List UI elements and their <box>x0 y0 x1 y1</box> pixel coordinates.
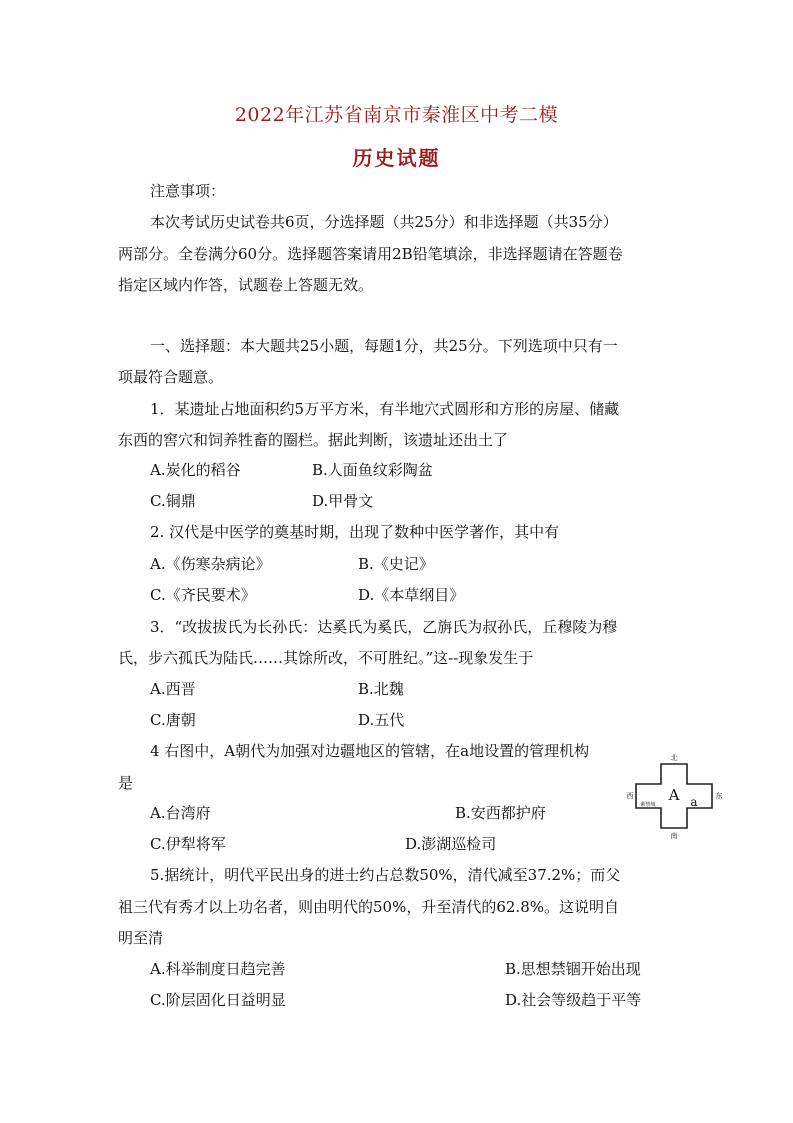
question-3-stem: 3．“改拔拔氏为长孙氏：达奚氏为奚氏，乙旃氏为叔孙氏，丘穆陵为穆 <box>150 618 618 636</box>
notice-line: 两部分。全卷满分60分。选择题答案请用2B铅笔填涂，非选择题请在答题卷 <box>118 245 623 263</box>
question-2-stem: 2. 汉代是中医学的奠基时期，出现了数种中医学著作，其中有 <box>150 523 560 541</box>
section-heading-cont: 项最符合题意。 <box>118 368 224 386</box>
question-3-option-d: D.五代 <box>358 711 405 729</box>
question-4-option-c: C.伊犁将军 <box>150 835 226 853</box>
direction-west: 西 <box>626 792 634 800</box>
notice-line: 本次考试历史试卷共6页，分选择题（共25分）和非选择题（共35分） <box>150 213 618 231</box>
question-3-stem: 氏，步六孤氏为陆氏……其馀所改，不可胜纪。”这--现象发生于 <box>118 649 534 667</box>
question-4-option-b: B.安西都护府 <box>455 804 546 822</box>
question-2-option-d: D.《本草纲目》 <box>358 586 465 604</box>
question-5-stem: 祖三代有秀才以上功名者，则由明代的50%，升至清代的62.8%。这说明自 <box>118 898 619 916</box>
question-1-option-a: A.炭化的稻谷 <box>150 461 241 479</box>
exam-subtitle: 历史试题 <box>352 146 441 170</box>
question-4-option-d: D.澎湖巡检司 <box>405 835 497 853</box>
map-region-label: 紫禁城 <box>640 802 656 808</box>
question-4-stem: 4 右图中，A朝代为加强对边疆地区的管辖，在a地设置的管理机构 <box>150 742 590 760</box>
question-1-option-c: C.铜鼎 <box>150 492 196 510</box>
question-4-option-a: A.台湾府 <box>150 804 211 822</box>
question-4-stem: 是 <box>118 774 134 792</box>
question-1-stem: 东西的窖穴和饲养牲畜的圈栏。据此判断，该遗址还出土了 <box>118 431 509 449</box>
direction-north: 北 <box>670 754 678 762</box>
question-3-option-c: C.唐朝 <box>150 711 196 729</box>
question-5-option-b: B.思想禁锢开始出现 <box>505 960 641 978</box>
question-2-option-c: C.《齐民要术》 <box>150 586 256 604</box>
exam-title: 2022年江苏省南京市秦淮区中考二模 <box>234 104 559 126</box>
direction-east: 东 <box>715 792 723 800</box>
question-1-option-b: B.人面鱼纹彩陶盆 <box>312 461 433 479</box>
map-label-a-dynasty: A <box>668 786 680 804</box>
question-2-option-b: B.《史记》 <box>358 555 434 573</box>
question-5-stem: 5.据统计，明代平民出身的进士约占总数50%，清代减至37.2%；而父 <box>150 866 621 884</box>
question-3-option-b: B.北魏 <box>358 680 404 698</box>
question-3-option-a: A.西晋 <box>150 680 196 698</box>
question-1-option-d: D.甲骨文 <box>312 492 374 510</box>
question-5-stem: 明至清 <box>118 929 164 947</box>
notice-heading: 注意事项： <box>150 182 226 200</box>
question-2-option-a: A.《伤寒杂病论》 <box>150 555 271 573</box>
cross-map-diagram <box>624 752 724 840</box>
question-5-option-d: D.社会等级趋于平等 <box>505 991 642 1009</box>
question-5-option-c: C.阶层固化日益明显 <box>150 991 286 1009</box>
notice-line: 指定区域内作答，试题卷上答题无效。 <box>118 276 374 294</box>
question-1-stem: 1．某遗址占地面积约5万平方米，有半地穴式圆形和方形的房屋、储藏 <box>150 400 620 418</box>
map-label-a-point: a <box>690 795 698 809</box>
section-heading: 一、选择题：本大题共25小题，每题1分，共25分。下列选项中只有一 <box>150 337 618 355</box>
question-5-option-a: A.科举制度日趋完善 <box>150 960 286 978</box>
direction-south: 南 <box>670 832 678 840</box>
